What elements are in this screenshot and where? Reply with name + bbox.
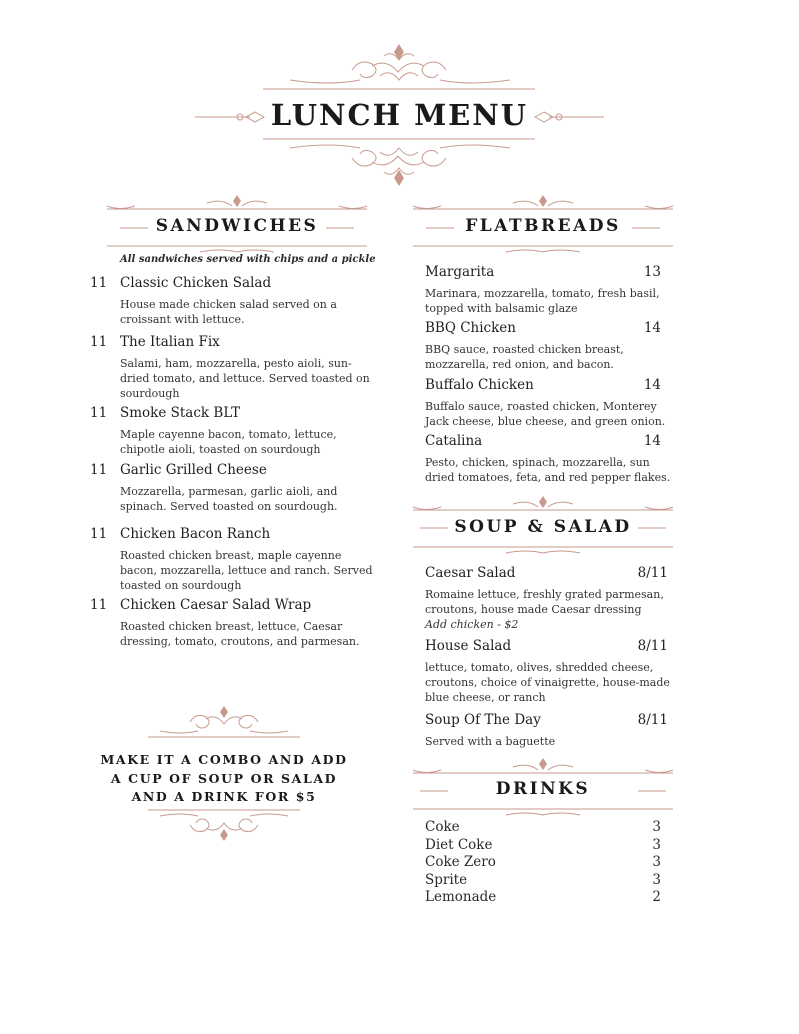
title-bottom-flourish [263,139,535,186]
desc-line: Roasted chicken breast, lettuce, Caesar [120,620,343,633]
drink-row [425,854,661,870]
drink-row [425,819,661,835]
sandwich-price: 11 [90,526,108,542]
desc-line: mozzarella, red onion, and bacon. [425,358,614,371]
combo-line: MAKE IT A COMBO AND ADD [100,752,348,767]
sandwich-name: Smoke Stack BLT [120,405,241,421]
desc-line: croutons, choice of vinaigrette, house-made [425,676,670,689]
sandwich-price: 11 [90,405,108,421]
desc-line: Marinara, mozzarella, tomato, fresh basil, [425,287,660,300]
desc-line: Romaine lettuce, freshly grated parmesan, [425,588,664,601]
flatbread-description [425,399,665,429]
sandwich-name: Classic Chicken Salad [120,275,272,291]
combo-line: AND A DRINK FOR $5 [131,789,317,804]
sandwich-description [120,297,337,327]
sandwich-name: Chicken Caesar Salad Wrap [120,597,312,613]
soup-salad-name: Caesar Salad [425,565,516,581]
sandwich-name: The Italian Fix [120,334,220,350]
combo-top-flourish [148,706,300,737]
sandwich-price: 11 [90,334,108,350]
desc-line: BBQ sauce, roasted chicken breast, [425,343,624,356]
flatbread-description [425,455,670,485]
desc-line: spinach. Served toasted on sourdough. [120,500,338,513]
sandwich-price: 11 [90,597,108,613]
desc-line: lettuce, tomato, olives, shredded cheese, [425,661,654,674]
soup-salad-price: 8/11 [637,712,668,728]
flatbreads-heading: FLATBREADS [465,216,621,236]
desc-line: Mozzarella, parmesan, garlic aioli, and [120,485,338,498]
sandwich-price: 11 [90,462,108,478]
drink-name: Coke [425,819,460,835]
desc-line: croissant with lettuce. [120,313,245,326]
flatbread-price: 13 [643,264,661,280]
desc-line: bacon, mozzarella, lettuce and ranch. Served [120,564,373,577]
combo-line: A CUP OF SOUP OR SALAD [110,770,338,786]
drink-price: 3 [652,837,661,853]
desc-line: chipotle aioli, toasted on sourdough [120,443,321,456]
drink-name: Diet Coke [425,837,493,853]
title-top-flourish [263,44,535,89]
flatbread-price: 14 [643,320,661,336]
desc-line: blue cheese, or ranch [425,691,546,704]
drink-price: 3 [652,872,661,888]
flatbread-name: Catalina [425,433,483,449]
desc-line: House made chicken salad served on a [120,298,337,311]
desc-line: Pesto, chicken, spinach, mozzarella, sun [425,456,650,469]
sandwich-description [120,484,338,514]
desc-line: Salami, ham, mozzarella, pesto aioli, sun- [120,357,352,370]
desc-line: Roasted chicken breast, maple cayenne [120,549,342,562]
soup-salad-heading: SOUP & SALAD [454,517,632,537]
soup-salad-description [425,587,664,632]
desc-line: Jack cheese, blue cheese, and green onion. [425,415,666,428]
menu-title: LUNCH MENU [270,98,529,132]
sandwich-name: Chicken Bacon Ranch [120,526,271,542]
soup-salad-description [425,734,555,749]
drink-price: 3 [652,854,661,870]
combo-offer [100,751,348,807]
sandwich-description [120,427,337,457]
flatbread-price: 14 [643,433,661,449]
soup-salad-price: 8/11 [637,565,668,581]
soup-salad-name: House Salad [425,638,512,654]
drink-name: Coke Zero [425,854,496,870]
desc-line: topped with balsamic glaze [425,302,578,315]
flatbread-name: Margarita [425,264,495,280]
sandwiches-heading: SANDWICHES [155,216,319,236]
flatbread-name: Buffalo Chicken [425,377,534,393]
sandwich-description [120,548,373,593]
desc-line: Served with a baguette [425,735,556,748]
sandwich-name: Garlic Grilled Cheese [120,462,267,478]
desc-line: Buffalo sauce, roasted chicken, Monterey [425,400,657,413]
soup-salad-description [425,660,670,705]
soup-salad-price: 8/11 [637,638,668,654]
drink-row [425,889,661,905]
sandwich-description [120,619,359,649]
desc-line: dried tomatoes, feta, and red pepper flakes. [425,471,671,484]
sandwiches-note: All sandwiches served with chips and a pickle [120,254,376,265]
drink-name: Sprite [425,872,468,888]
combo-bottom-flourish [148,810,300,841]
sandwich-price: 11 [90,275,108,291]
desc-line: toasted on sourdough [120,579,242,592]
drink-row [425,837,661,853]
add-on-note: Add chicken - $2 [425,618,519,631]
sandwich-description [120,356,370,401]
flatbread-description [425,286,660,316]
desc-line: dried tomato, and lettuce. Served toasted on [120,372,370,385]
desc-line: Maple cayenne bacon, tomato, lettuce, [120,428,337,441]
drinks-heading: DRINKS [495,779,591,799]
drink-name: Lemonade [425,889,497,905]
desc-line: dressing, tomato, croutons, and parmesan. [120,635,360,648]
flatbread-name: BBQ Chicken [425,320,516,336]
flatbread-description [425,342,624,372]
desc-line: croutons, house made Caesar dressing [425,603,642,616]
desc-line: sourdough [120,387,180,400]
drink-price: 2 [652,889,661,905]
drink-row [425,872,661,888]
flatbread-price: 14 [643,377,661,393]
drink-price: 3 [652,819,661,835]
soup-salad-name: Soup Of The Day [425,712,541,728]
